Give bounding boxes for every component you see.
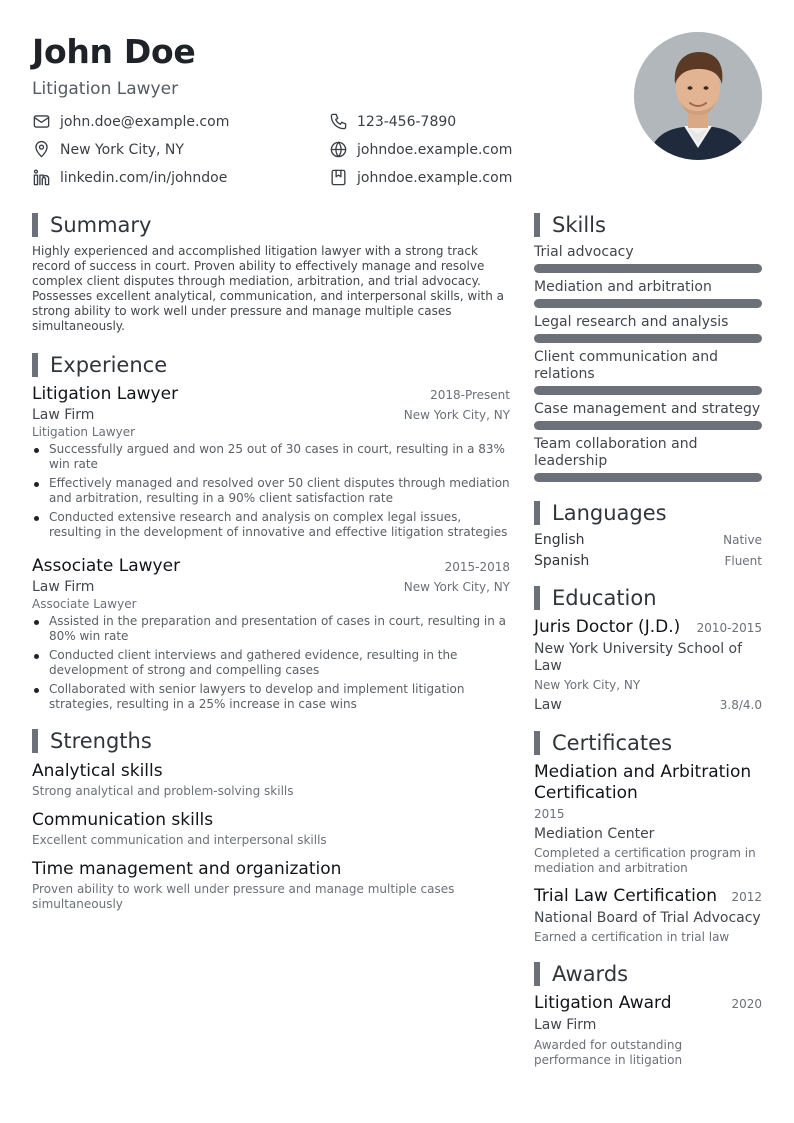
job-location: New York City, NY [403,580,510,594]
certificate-desc: Earned a certification in trial law [534,930,730,944]
certificate-year: 2012 [731,890,762,904]
skill-name: Legal research and analysis [534,314,729,330]
strengths-title: Strengths [50,729,152,753]
summary-section [32,212,510,334]
section-accent-bar [534,731,540,755]
skill-item [534,349,762,395]
contact-portfolio[interactable] [329,168,512,187]
left-column [32,212,510,922]
degree-title: Juris Doctor (J.D.) [534,617,681,637]
skills-title: Skills [552,213,606,237]
section-accent-bar [534,962,540,986]
job-bullet: Successfully argued and won 25 out of 30 cases in court, resulting in a 83% win rate [32,442,510,472]
certificate-item [534,762,762,876]
experience-title: Experience [50,353,168,377]
job-title: Associate Lawyer [32,556,181,576]
skill-item [534,244,762,273]
location-text: New York City, NY [60,141,184,158]
linkedin-text: linkedin.com/in/johndoe [60,169,228,186]
certificate-item [534,886,762,945]
award-title: Litigation Award [534,993,672,1013]
contact-email[interactable] [32,112,229,131]
job-entry [32,556,510,712]
awards-section [534,961,762,1068]
strength-item [32,760,510,799]
strength-desc: Proven ability to work well under pressure and manage multiple cases simultaneously [32,882,455,911]
education-dates: 2010-2015 [696,621,762,635]
languages-section [534,500,762,569]
strength-item [32,858,510,912]
job-bullet: Conducted extensive research and analysis on complex legal issues, resulting in the development of innovative and effective litigation strategies [32,510,510,540]
phone-text: 123-456-7890 [357,113,457,130]
language-item [534,553,762,569]
certificate-year: 2015 [534,807,565,821]
right-column [534,212,762,1068]
section-accent-bar [32,213,38,237]
strengths-section [32,728,510,912]
education-heading [534,585,762,611]
avatar [634,32,762,160]
education-title: Education [552,586,657,610]
resume-header [32,30,762,200]
section-accent-bar [32,353,38,377]
skill-item [534,314,762,343]
experience-heading [32,352,510,378]
experience-section [32,352,510,712]
skill-item [534,401,762,430]
phone-icon [329,112,348,131]
skills-heading [534,212,762,238]
certificate-issuer: Mediation Center [534,826,655,842]
skill-item [534,436,762,482]
contact-phone[interactable] [329,112,456,131]
education-section [534,585,762,714]
skill-name: Team collaboration and leadership [534,436,698,469]
job-bullets [32,442,510,540]
mail-icon [32,112,51,131]
job-entry [32,384,510,540]
job-bullet: Collaborated with senior lawyers to develop and implement litigation strategies, resulting in a 25% increase in case wins [32,682,510,712]
contact-location [32,140,184,159]
awards-heading [534,961,762,987]
school-name: New York University School of Law [534,641,743,674]
strength-title: Communication skills [32,810,214,830]
linkedin-icon [32,168,51,187]
skill-name: Case management and strategy [534,401,761,417]
skill-name: Trial advocacy [534,244,634,260]
strength-title: Time management and organization [32,859,342,879]
job-location: New York City, NY [403,408,510,422]
globe-icon [329,140,348,159]
job-role: Litigation Lawyer [32,425,136,439]
section-accent-bar [534,501,540,525]
language-name: Spanish [534,553,590,569]
languages-heading [534,500,762,526]
job-bullet: Effectively managed and resolved over 50 client disputes through mediation and arbitration, resulting in a 90% client satisfaction rate [32,476,510,506]
section-accent-bar [32,729,38,753]
award-issuer: Law Firm [534,1017,597,1033]
job-title: Litigation Lawyer [32,384,179,404]
language-item [534,532,762,548]
skill-level-bar [534,386,762,395]
strength-item [32,809,510,848]
bookmark-icon [329,168,348,187]
email-text: john.doe@example.com [60,113,230,130]
job-role: Associate Lawyer [32,597,137,611]
skill-name: Mediation and arbitration [534,279,712,295]
skill-level-bar [534,299,762,308]
profile-photo [634,32,762,160]
languages-title: Languages [552,501,667,525]
award-desc: Awarded for outstanding performance in litigation [534,1038,683,1067]
skill-level-bar [534,421,762,430]
strength-desc: Strong analytical and problem-solving skills [32,784,294,798]
summary-heading [32,212,510,238]
school-location: New York City, NY [534,678,641,692]
candidate-name: John Doe [32,32,196,71]
section-accent-bar [534,213,540,237]
job-company: Law Firm [32,579,95,595]
certificates-heading [534,730,762,756]
certificate-title: Mediation and Arbitration Certification [534,762,752,803]
location-pin-icon [32,140,51,159]
job-bullets [32,614,510,712]
awards-title: Awards [552,962,629,986]
language-name: English [534,532,585,548]
contact-website[interactable] [329,140,512,159]
gpa: 3.8/4.0 [719,698,762,712]
website-text: johndoe.example.com [357,141,513,158]
strength-title: Analytical skills [32,761,163,781]
strengths-heading [32,728,510,754]
certificate-desc: Completed a certification program in mediation and arbitration [534,846,756,875]
job-bullet: Assisted in the preparation and presentation of cases in court, resulting in a 80% win rate [32,614,510,644]
language-level: Native [723,533,762,547]
job-dates: 2018-Present [430,388,510,402]
candidate-title: Litigation Lawyer [32,79,179,99]
skill-level-bar [534,264,762,273]
summary-text: Highly experienced and accomplished litigation lawyer with a strong track record of success in court. Proven ability to effectively manage and resolve complex client disputes through mediation, arbitration, and trial advocacy. Possesses excellent analytical, communication, and interpersonal skills, with a strong ability to work well under pressure and manage multiple cases simultaneously. [32,244,505,333]
job-company: Law Firm [32,407,95,423]
skill-name: Client communication and relations [534,349,719,382]
certificates-section [534,730,762,945]
skill-level-bar [534,473,762,482]
certificate-title: Trial Law Certification [534,886,718,906]
contact-linkedin[interactable] [32,168,227,187]
skill-item [534,279,762,308]
job-bullet: Conducted client interviews and gathered evidence, resulting in the development of strong and compelling cases [32,648,510,678]
skill-level-bar [534,334,762,343]
job-dates: 2015-2018 [444,560,510,574]
certificates-title: Certificates [552,731,673,755]
field-of-study: Law [534,697,562,713]
summary-title: Summary [50,213,152,237]
award-year: 2020 [731,997,762,1011]
certificate-issuer: National Board of Trial Advocacy [534,910,761,926]
portfolio-text: johndoe.example.com [357,169,513,186]
strength-desc: Excellent communication and interpersonal skills [32,833,327,847]
skills-section [534,212,762,482]
section-accent-bar [534,586,540,610]
language-level: Fluent [724,554,762,568]
